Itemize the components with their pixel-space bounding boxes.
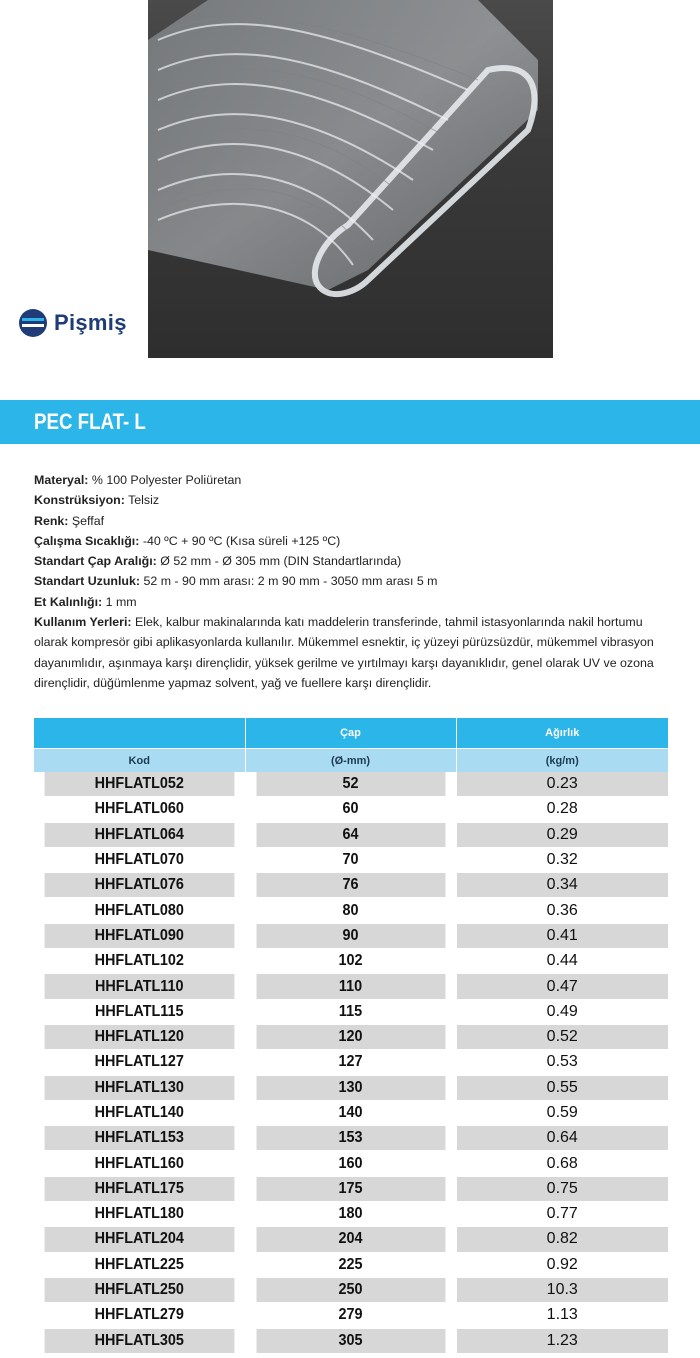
table-row <box>34 999 668 1024</box>
spec-value: 1 mm <box>105 594 137 609</box>
spec-label: Et Kalınlığı: <box>34 594 103 609</box>
product-title: PEC FLAT- L <box>34 409 146 434</box>
cell-weight: 1.13 <box>456 1303 668 1328</box>
spec-value: 52 m - 90 mm arası: 2 m 90 mm - 3050 mm arası 5 m <box>143 574 438 589</box>
cell-diameter: 110 <box>256 974 446 999</box>
table-row <box>34 1100 668 1125</box>
table-row <box>34 1303 668 1328</box>
cell-weight: 0.75 <box>456 1176 668 1201</box>
spec-value: % 100 Polyester Poliüretan <box>91 473 242 487</box>
cell-diameter: 80 <box>256 898 446 923</box>
cell-diameter: 175 <box>256 1176 446 1201</box>
cell-diameter: 115 <box>256 999 446 1024</box>
cell-diameter: 279 <box>256 1303 446 1328</box>
cell-kod: HHFLATL090 <box>45 923 235 948</box>
cell-kod: HHFLATL060 <box>45 797 235 822</box>
cell-diameter: 160 <box>256 1151 446 1176</box>
cell-kod: HHFLATL250 <box>45 1277 235 1302</box>
brand-logo <box>18 308 127 338</box>
cell-kod: HHFLATL180 <box>45 1202 235 1227</box>
table-subheader-row <box>34 749 668 773</box>
cell-diameter: 225 <box>256 1252 446 1277</box>
cell-weight: 0.47 <box>456 974 668 999</box>
cell-kod: HHFLATL115 <box>45 999 235 1024</box>
cell-diameter: 70 <box>256 847 446 872</box>
cell-kod: HHFLATL140 <box>45 1100 235 1125</box>
spec-material <box>34 470 674 490</box>
cell-weight: 0.92 <box>456 1252 668 1277</box>
cell-kod: HHFLATL080 <box>45 898 235 923</box>
cell-diameter: 305 <box>256 1328 446 1353</box>
cell-kod: HHFLATL110 <box>45 974 235 999</box>
table-row <box>34 797 668 822</box>
cell-weight: 0.32 <box>456 847 668 872</box>
spec-value: -40 ºC + 90 ºC (Kısa süreli +125 ºC) <box>142 533 341 548</box>
header-kod: Kod <box>34 749 245 773</box>
cell-kod: HHFLATL070 <box>45 847 235 872</box>
cell-diameter: 52 <box>256 772 446 797</box>
cell-weight: 0.64 <box>456 1126 668 1151</box>
table-row <box>34 1202 668 1227</box>
header-top-cap: Çap <box>245 718 456 749</box>
flat-hose-photo <box>148 0 553 358</box>
table-row <box>34 873 668 898</box>
cell-weight: 0.36 <box>456 898 668 923</box>
cell-weight: 1.23 <box>456 1328 668 1353</box>
table-row <box>34 1277 668 1302</box>
cell-weight: 0.52 <box>456 1024 668 1049</box>
cell-diameter: 204 <box>256 1227 446 1252</box>
cell-weight: 0.29 <box>456 822 668 847</box>
cell-kod: HHFLATL279 <box>45 1303 235 1328</box>
table-row <box>34 923 668 948</box>
cell-weight: 0.34 <box>456 873 668 898</box>
table-row <box>34 1252 668 1277</box>
cell-diameter: 250 <box>256 1277 446 1302</box>
spec-temperature <box>34 531 674 551</box>
spec-construction <box>34 490 674 510</box>
spec-usage <box>34 612 674 693</box>
spec-label: Renk: <box>34 513 69 528</box>
table-row <box>34 1024 668 1049</box>
spec-label: Materyal: <box>34 473 89 487</box>
table-row <box>34 772 668 797</box>
brand-name: Pişmiş <box>54 310 127 335</box>
spec-wall-thickness <box>34 592 674 612</box>
product-table <box>34 718 668 1354</box>
cell-kod: HHFLATL127 <box>45 1050 235 1075</box>
cell-kod: HHFLATL076 <box>45 873 235 898</box>
table-row <box>34 1176 668 1201</box>
table-row <box>34 1126 668 1151</box>
table-row <box>34 847 668 872</box>
cell-kod: HHFLATL204 <box>45 1227 235 1252</box>
cell-weight: 0.55 <box>456 1075 668 1100</box>
table-row <box>34 1050 668 1075</box>
table-row <box>34 822 668 847</box>
spec-label: Kullanım Yerleri: <box>34 615 132 630</box>
cell-diameter: 60 <box>256 797 446 822</box>
cell-kod: HHFLATL130 <box>45 1075 235 1100</box>
spec-value: Ø 52 mm - Ø 305 mm (DIN Standartlarında) <box>160 554 402 569</box>
cell-diameter: 127 <box>256 1050 446 1075</box>
cell-diameter: 180 <box>256 1202 446 1227</box>
cell-weight: 0.82 <box>456 1227 668 1252</box>
header-cap-unit: (Ø-mm) <box>245 749 456 773</box>
table-row <box>34 1151 668 1176</box>
cell-diameter: 64 <box>256 822 446 847</box>
spec-list <box>34 470 674 693</box>
cell-kod: HHFLATL052 <box>45 772 235 797</box>
spec-standard-length <box>34 571 674 591</box>
table-row <box>34 1328 668 1353</box>
product-title-bar <box>0 400 700 444</box>
cell-kod: HHFLATL160 <box>45 1151 235 1176</box>
cell-weight: 0.44 <box>456 949 668 974</box>
cell-weight: 0.59 <box>456 1100 668 1125</box>
header-weight-unit: (kg/m) <box>456 749 668 773</box>
table-row <box>34 949 668 974</box>
cell-kod: HHFLATL064 <box>45 822 235 847</box>
cell-weight: 0.28 <box>456 797 668 822</box>
cell-weight: 0.49 <box>456 999 668 1024</box>
spec-diameter-range <box>34 551 674 571</box>
cell-kod: HHFLATL225 <box>45 1252 235 1277</box>
product-photo <box>148 0 553 358</box>
cell-kod: HHFLATL120 <box>45 1024 235 1049</box>
spec-label: Çalışma Sıcaklığı: <box>34 533 140 548</box>
cell-weight: 0.23 <box>456 772 668 797</box>
table-row <box>34 898 668 923</box>
cell-kod: HHFLATL305 <box>45 1328 235 1353</box>
hero-section <box>0 0 700 358</box>
cell-weight: 10.3 <box>456 1277 668 1302</box>
table-row <box>34 974 668 999</box>
cell-weight: 0.41 <box>456 923 668 948</box>
pismis-logo-icon <box>18 308 48 338</box>
cell-diameter: 120 <box>256 1024 446 1049</box>
cell-kod: HHFLATL102 <box>45 949 235 974</box>
cell-diameter: 130 <box>256 1075 446 1100</box>
cell-weight: 0.68 <box>456 1151 668 1176</box>
cell-diameter: 76 <box>256 873 446 898</box>
spec-label: Standart Uzunluk: <box>34 574 141 589</box>
header-top-kod <box>34 718 245 749</box>
cell-weight: 0.77 <box>456 1202 668 1227</box>
cell-diameter: 90 <box>256 923 446 948</box>
spec-color <box>34 511 674 531</box>
cell-diameter: 140 <box>256 1100 446 1125</box>
cell-diameter: 102 <box>256 949 446 974</box>
cell-weight: 0.53 <box>456 1050 668 1075</box>
table-header-row <box>34 718 668 749</box>
spec-label: Standart Çap Aralığı: <box>34 554 157 569</box>
table-row <box>34 1075 668 1100</box>
spec-value: Şeffaf <box>71 513 105 528</box>
spec-value: Elek, kalbur makinalarında katı maddelerin transferinde, tahmil istasyonlarında nakil hortumu olarak kompresör gibi aplikasyonlarda kullanılır. Mükemmel esnektir, iç yüzeyi pürüzsüzdür, mükemmel vibrasyon dayanımlıdır, aşınmaya karşı dirençlidir, yüksek gerilme ve yırtılmayı karşı dayanıklıdır, genel olarak UV ve ozona dirençlidir, düğümlenme yapmaz solvent, yağ ve fuellere karşı dirençlidir. <box>34 615 654 690</box>
spec-value: Telsiz <box>128 493 160 508</box>
table-row <box>34 1227 668 1252</box>
table-body <box>34 772 668 1353</box>
cell-kod: HHFLATL153 <box>45 1126 235 1151</box>
spec-label: Konstrüksiyon: <box>34 493 125 508</box>
cell-kod: HHFLATL175 <box>45 1176 235 1201</box>
header-top-agirlik: Ağırlık <box>456 718 668 749</box>
cell-diameter: 153 <box>256 1126 446 1151</box>
